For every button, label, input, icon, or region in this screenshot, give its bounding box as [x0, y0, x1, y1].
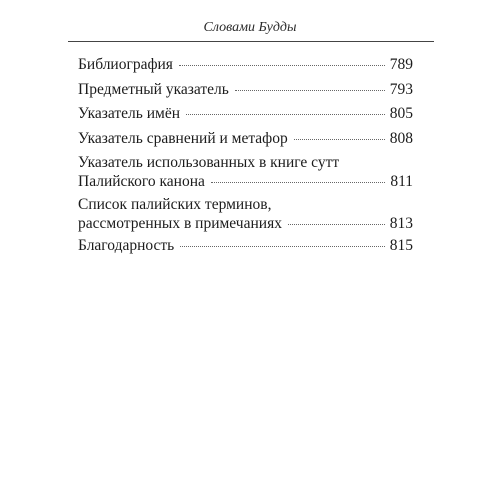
toc-entry-title: Библиография — [78, 56, 173, 73]
toc-entry-name-index[interactable] — [78, 104, 413, 123]
toc-entry-metaphor-index[interactable] — [78, 129, 413, 148]
toc-entry-line — [78, 172, 413, 191]
running-title: Словами Будды — [203, 20, 297, 35]
toc-entry-sutta-index[interactable] — [78, 153, 413, 191]
toc-entry-title: Указатель использованных в книге сутт — [78, 154, 340, 171]
toc-entry-title-continued: Палийского канона — [78, 173, 205, 190]
toc-page-number: 793 — [389, 81, 413, 98]
dot-leader — [180, 246, 385, 247]
toc-entry-title: Благодарность — [78, 237, 175, 254]
dot-leader — [186, 114, 385, 115]
dot-leader — [288, 224, 385, 225]
toc-page-number: 811 — [390, 173, 413, 190]
toc-entry-acknowledgements[interactable] — [78, 236, 413, 255]
toc-entry-line — [78, 129, 413, 148]
dot-leader — [294, 139, 385, 140]
toc-entry-pali-terms[interactable] — [78, 195, 413, 233]
toc-page-number: 808 — [389, 130, 413, 147]
toc-entry-line-first — [78, 153, 413, 172]
toc-page-number: 805 — [389, 105, 413, 122]
toc-entry-title-continued: рассмотренных в примечаниях — [78, 215, 282, 232]
toc-page-number: 789 — [389, 56, 413, 73]
toc-entry-line-first — [78, 195, 413, 214]
toc-entry-title: Указатель имён — [78, 105, 180, 122]
toc-entry-title: Список палийских терминов, — [78, 196, 272, 213]
toc-entry-line — [78, 104, 413, 123]
toc-entry-line — [78, 236, 413, 255]
toc-entry-subject-index[interactable] — [78, 80, 413, 99]
toc-page-number: 815 — [389, 237, 413, 254]
toc-entry-title: Указатель сравнений и метафор — [78, 130, 288, 147]
toc-entry-line — [78, 80, 413, 99]
toc-entry-title: Предметный указатель — [78, 81, 229, 98]
toc-page-number: 813 — [389, 215, 413, 232]
dot-leader — [235, 90, 385, 91]
toc-entry-line — [78, 55, 413, 74]
header-rule — [68, 41, 434, 42]
dot-leader — [211, 182, 385, 183]
toc-entry-bibliography[interactable] — [78, 55, 413, 74]
dot-leader — [179, 65, 385, 66]
toc-entry-line — [78, 214, 413, 233]
